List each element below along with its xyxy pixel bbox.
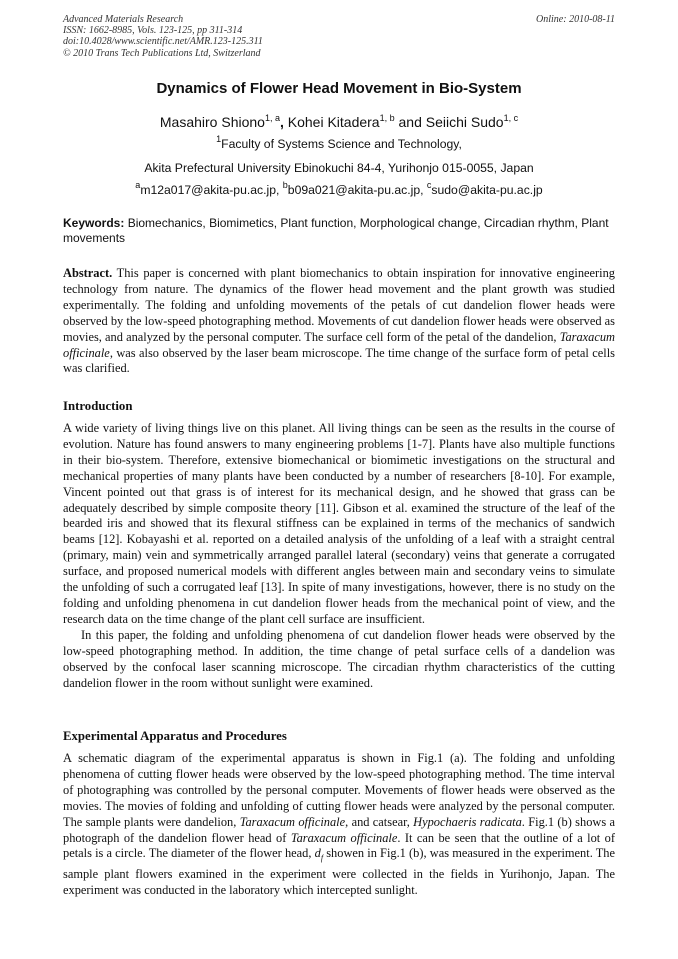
affiliation-faculty: Faculty of Systems Science and Technology, bbox=[221, 137, 462, 151]
abstract-text: , was also observed by the laser beam microscope. The time change of the surface form of petal cells was clarified. bbox=[63, 345, 615, 376]
paper-title: Dynamics of Flower Head Movement in Bio-System bbox=[156, 80, 522, 97]
experimental-text: showen in Fig.1 (b), was measured in the experiment. The sample plant flowers examined in the experiment were collected in the fields in Yurihonjo, Japan. The experiment was conducted in the laboratory which intercepted sunlight. bbox=[63, 846, 615, 897]
online-date: Online: 2010-08-11 bbox=[536, 14, 615, 25]
introduction-heading: Introduction bbox=[63, 399, 133, 413]
experimental-text: . Fig.1 (b) shows a photograph of the dandelion flower head of bbox=[63, 814, 616, 845]
author-affiliation-mark: 1, a bbox=[264, 113, 280, 123]
author-separator: , bbox=[279, 114, 288, 130]
author-name: Kohei Kitadera bbox=[287, 114, 380, 130]
species-name: Taraxacum officinale bbox=[63, 329, 615, 360]
affiliation-address: Akita Prefectural University Ebinokuchi 84-4, Yurihonjo 015-0055, Japan bbox=[144, 161, 534, 175]
keywords-label: Keywords: bbox=[63, 216, 125, 230]
affiliation-mark: 1 bbox=[216, 134, 222, 144]
author-affiliation-mark: 1, c bbox=[503, 113, 519, 123]
diameter-subscript: f bbox=[320, 853, 324, 863]
author-affiliation-mark: 1, b bbox=[379, 113, 395, 123]
email-address: sudo@akita-pu.ac.jp bbox=[431, 183, 543, 197]
experimental-text: , and catsear, bbox=[345, 814, 414, 829]
journal-name: Advanced Materials Research bbox=[63, 14, 184, 25]
author-separator: and bbox=[394, 114, 426, 130]
species-name: Taraxacum officinale bbox=[290, 830, 398, 845]
author-name: Masahiro Shiono bbox=[159, 114, 265, 130]
introduction-body bbox=[63, 421, 615, 691]
email-address: b09a021@akita-pu.ac.jp, bbox=[287, 183, 427, 197]
introduction-paragraph-1: A wide variety of living things live on this planet. All living things can be seen as the results in the course of evolution. Nature has found answers to many engineering problems [1-7]. Plants have also multiple functions in their bio-system. Therefore, extensive biomechanical or biomimetic investigations on the structural and mechanical properties of many plants have been conducted by a number of researchers [8-10]. For example, Vincent pointed out that grass is of interest for its mechanical design, and he showed that grass can be adequately described by simple composite theory [11]. Gibson et al. examined the structure of the leaf of the bearded iris and showed that its flexural stiffness can be explained in terms of the mechanics of sandwich beams [12]. Kobayashi et al. reported on a detailed analysis of the unfolding of a leaf with a straight central (primary, main) vein and symmetrically arranged parallel lateral (secondary) veins that generate a corrugated surface, and proposed numerical models with different angles between main and secondary veins to simulate the unfolding of such a corrugated leaf [13]. In spite of many investigations, however, there is no study on the folding and unfolding phenomena in cut dandelion flower heads from the mechanical point of view, and the research data on the time change of the plant cell surface are insufficient. bbox=[63, 421, 615, 626]
abstract-paragraph bbox=[63, 266, 615, 377]
keywords-text: Biomechanics, Biomimetics, Plant function, Morphological change, Circadian rhythm, Plant movements bbox=[63, 216, 609, 245]
diameter-symbol: d bbox=[314, 846, 321, 861]
experimental-heading: Experimental Apparatus and Procedures bbox=[63, 729, 287, 743]
abstract-label: Abstract. bbox=[63, 266, 113, 280]
author-name: Seiichi Sudo bbox=[425, 114, 504, 130]
experimental-text: A schematic diagram of the experimental apparatus is shown in Fig.1 (a). The folding and unfolding phenomena of cutting flower heads were observed by the low-speed photographing method. The time interval of photographing was controlled by the personal computer. Movements of flower heads were observed as the movies. The movies of folding and unfolding of cutting flower heads were analyzed by the personal computer. The sample plants were dandelion, bbox=[63, 751, 615, 829]
introduction-paragraph-2: In this paper, the folding and unfolding phenomena of cut dandelion flower heads were observed by the low-speed photographing method. In addition, the time change of petal surface cells of a dandelion was observed by the confocal laser scanning microscope. The circadian rhythm characteristics of the cutting dandelion flower in the room without sunlight were examined. bbox=[63, 627, 615, 690]
copyright-line: © 2010 Trans Tech Publications Ltd, Switzerland bbox=[63, 47, 261, 59]
email-address: m12a017@akita-pu.ac.jp, bbox=[140, 183, 283, 197]
author-emails bbox=[0, 180, 678, 197]
email-mark: a bbox=[135, 180, 141, 190]
doi-line: doi:10.4028/www.scientific.net/AMR.123-125.311 bbox=[63, 36, 263, 48]
keywords bbox=[63, 216, 615, 246]
journal-header bbox=[63, 14, 615, 59]
email-mark: b bbox=[282, 180, 288, 190]
email-mark: c bbox=[426, 180, 432, 190]
species-name: Hypochaeris radicata bbox=[413, 814, 522, 829]
experimental-paragraph bbox=[63, 751, 615, 899]
author-list bbox=[0, 114, 678, 130]
abstract-text: This paper is concerned with plant biomechanics to obtain inspiration for innovative engineering technology from nature. The dynamics of the flower head movement and the plant growth was studied experimentally. The folding and unfolding movements of the petals of cut dandelion flower heads were observed by the low-speed photographing method. Movements of cut dandelion flower heads were observed as movies, and analyzed by the personal computer. The surface cell form of the petal of the dandelion, bbox=[63, 266, 615, 344]
species-name: Taraxacum officinale bbox=[239, 814, 346, 829]
affiliation-line-1 bbox=[0, 134, 678, 151]
issn-line: ISSN: 1662-8985, Vols. 123-125, pp 311-314 bbox=[63, 25, 243, 37]
experimental-text: . It can be seen that the outline of a lot of petals is a circle. The diameter of the flower head, bbox=[63, 830, 615, 861]
